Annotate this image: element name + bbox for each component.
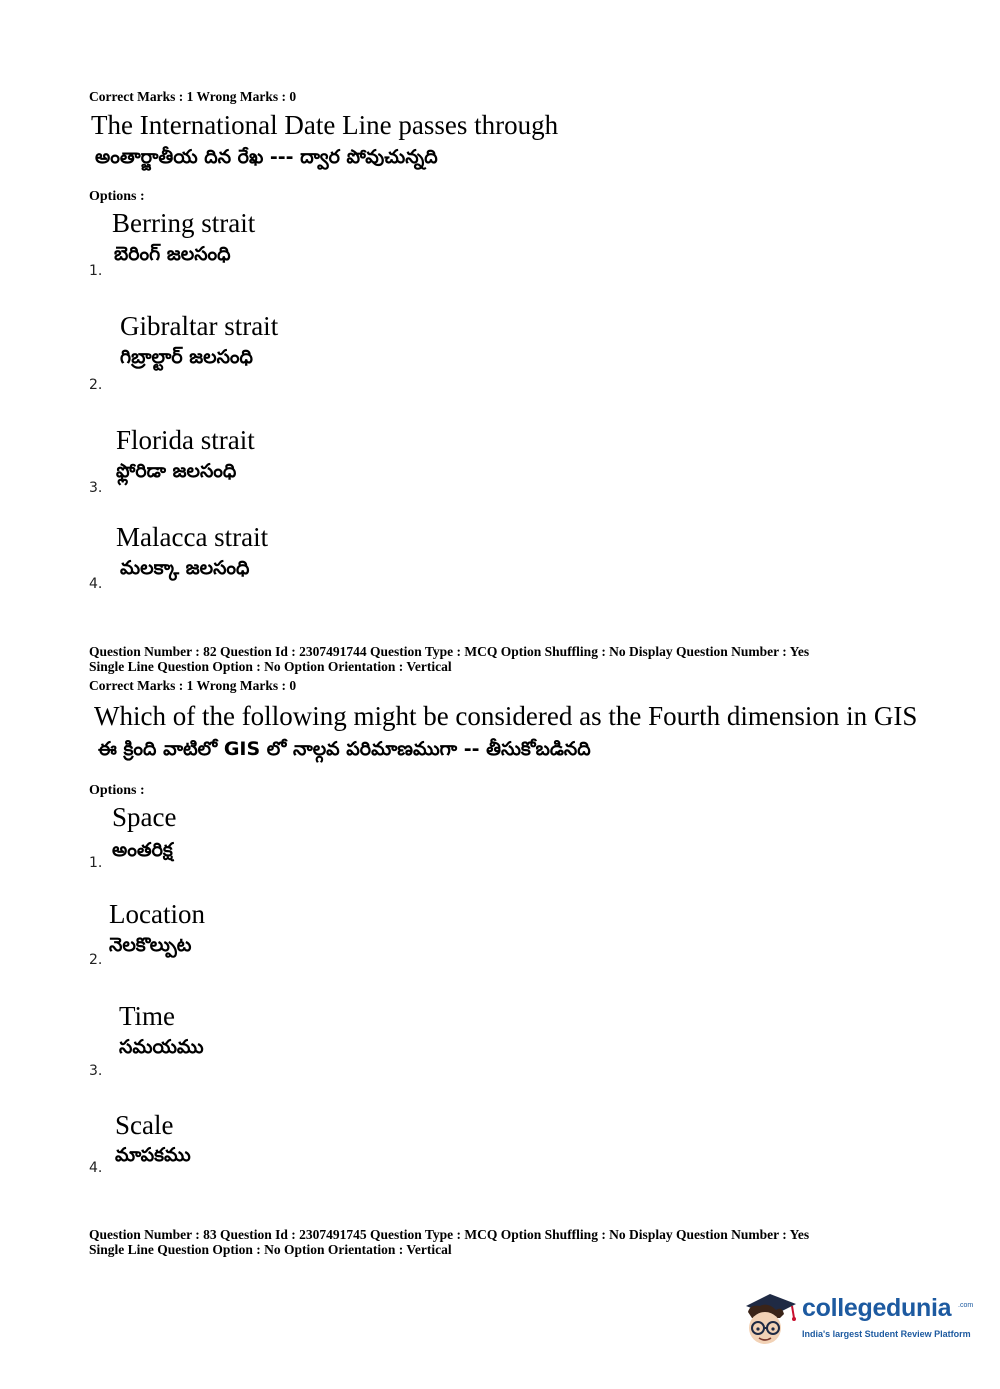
q81-options-label: Options : <box>89 189 145 204</box>
mascot-icon <box>740 1284 802 1350</box>
option-text: Time <box>119 1001 176 1031</box>
option-text: Space <box>112 802 177 832</box>
option-text-telugu: నెలకొల్పుట <box>109 934 192 956</box>
q81-question-text-telugu: అంతార్జాతీయ దిన రేఖ --- ద్వార పోవుచున్నది <box>95 146 438 168</box>
option-text: Gibraltar strait <box>120 311 279 341</box>
q82-meta-line1: Question Number : 82 Question Id : 2307491744 Question Type : MCQ Option Shuffling : No Display Question Number : Yes <box>89 644 810 659</box>
option-number: 4. <box>89 576 103 592</box>
collegedunia-logo <box>740 1284 974 1350</box>
option-text-telugu: ఫ్లోరిడా జలసంధి <box>116 460 237 482</box>
option-text: Location <box>109 899 205 929</box>
q82-options-label: Options : <box>89 783 145 798</box>
option-text-telugu: మలక్కా జలసంధి <box>120 557 250 579</box>
option-number: 2. <box>89 377 103 393</box>
q82-marks: Correct Marks : 1 Wrong Marks : 0 <box>89 678 297 693</box>
q82-meta-line2: Single Line Question Option : No Option Orientation : Vertical <box>89 659 452 674</box>
option-number: 3. <box>89 1063 103 1079</box>
option-number: 4. <box>89 1160 103 1176</box>
q81-marks: Correct Marks : 1 Wrong Marks : 0 <box>89 89 297 104</box>
option-text: Scale <box>115 1110 174 1140</box>
option-number: 1. <box>89 263 103 279</box>
option-text-telugu: గిబ్రాల్టార్ జలసంధి <box>120 346 253 368</box>
option-text: Florida strait <box>116 425 255 455</box>
logo-tagline: India's largest Student Review Platform <box>802 1329 971 1339</box>
option-text-telugu: అంతరిక్ష <box>112 839 173 861</box>
q83-meta-line2: Single Line Question Option : No Option Orientation : Vertical <box>89 1242 452 1257</box>
logo-domain-suffix: .com <box>958 1302 974 1309</box>
option-text: Berring strait <box>112 208 256 238</box>
logo-wordmark: collegedunia <box>802 1294 952 1322</box>
option-text: Malacca strait <box>116 522 269 552</box>
option-number: 2. <box>89 952 103 968</box>
option-number: 3. <box>89 480 103 496</box>
q82-question-text: Which of the following might be considered as the Fourth dimension in GIS <box>94 701 918 731</box>
q83-meta-line1: Question Number : 83 Question Id : 2307491745 Question Type : MCQ Option Shuffling : No Display Question Number : Yes <box>89 1227 810 1242</box>
option-number: 1. <box>89 855 103 871</box>
option-text-telugu: సమయము <box>119 1036 204 1058</box>
option-text-telugu: బెరింగ్ జలసంధి <box>114 243 231 265</box>
q82-question-text-telugu: ఈ క్రింది వాటిలో GIS లో నాల్గవ పరిమాణముగా -- తీసుకోబడినది <box>98 738 591 760</box>
q81-question-text: The International Date Line passes through <box>91 110 559 140</box>
option-text-telugu: మాపకము <box>115 1144 191 1166</box>
